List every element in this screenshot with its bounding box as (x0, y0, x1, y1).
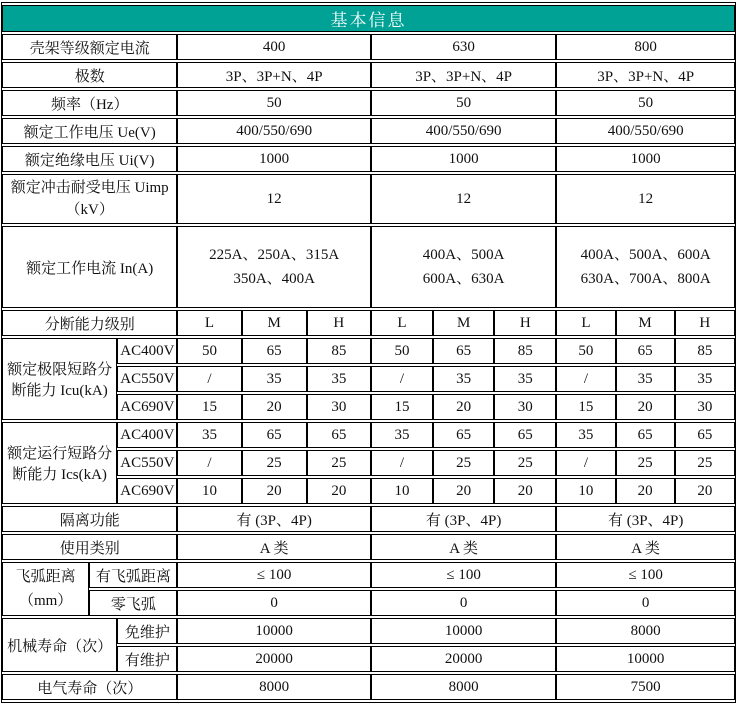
arc-distance-label-line2: （mm） (18, 593, 73, 609)
arc-sub-label: 有飞弧距离 (89, 562, 177, 588)
ics-value: 25 (675, 450, 735, 476)
icu-value: 20 (433, 394, 494, 420)
icu-value: 65 (433, 338, 494, 364)
ui-value: 1000 (556, 146, 735, 172)
arc-value: 0 (177, 590, 370, 616)
rated-current-value (556, 226, 735, 308)
ics-value: 10 (371, 478, 433, 504)
usage-category-value: A 类 (371, 534, 556, 560)
ics-value: 35 (556, 422, 615, 448)
breaking-class-value: M (433, 310, 494, 336)
icu-value: 30 (675, 394, 735, 420)
breaking-class-label: 分断能力级别 (2, 310, 177, 336)
poles-value: 3P、3P+N、4P (556, 62, 735, 88)
icu-sub-label: AC550V (117, 366, 177, 392)
mechanical-life-sub-label: 有维护 (117, 646, 177, 672)
mechanical-life-value: 10000 (371, 618, 556, 644)
mechanical-life-value: 8000 (556, 618, 735, 644)
isolation-value: 有 (3P、4P) (177, 506, 370, 532)
ui-value: 1000 (371, 146, 556, 172)
frequency-label: 频率（Hz） (2, 90, 177, 116)
ics-value: 65 (433, 422, 494, 448)
ics-value: 65 (307, 422, 371, 448)
icu-sub-label: AC400V (117, 338, 177, 364)
arc-value: 0 (556, 590, 735, 616)
icu-value: 35 (494, 366, 556, 392)
arc-value: 0 (371, 590, 556, 616)
breaking-class-value: M (616, 310, 675, 336)
ics-value: 20 (616, 478, 675, 504)
icu-value: 15 (177, 394, 241, 420)
frequency-value: 50 (371, 90, 556, 116)
ue-value: 400/550/690 (177, 118, 370, 144)
ics-value: 65 (675, 422, 735, 448)
rated-current-line: 600A、630A (422, 271, 505, 287)
arc-distance-label-line1: 飞弧距离 (15, 569, 76, 585)
breaking-class-value: L (177, 310, 241, 336)
ui-label: 额定绝缘电压 Ui(V) (2, 146, 177, 172)
rated-current-line: 630A、700A、800A (580, 271, 711, 287)
ics-value: 20 (307, 478, 371, 504)
arc-sub-label: 零飞弧 (89, 590, 177, 616)
frequency-value: 50 (556, 90, 735, 116)
icu-value: 50 (177, 338, 241, 364)
mechanical-life-value: 20000 (371, 646, 556, 672)
electrical-life-value: 8000 (177, 674, 370, 700)
ics-value: 10 (556, 478, 615, 504)
frame-current-value: 800 (556, 34, 735, 60)
frame-current-value: 630 (371, 34, 556, 60)
ics-value: 25 (242, 450, 307, 476)
icu-value: 85 (675, 338, 735, 364)
icu-value: 65 (616, 338, 675, 364)
icu-value: / (556, 366, 615, 392)
ue-label: 额定工作电压 Ue(V) (2, 118, 177, 144)
spec-table-frame (1, 2, 736, 703)
mechanical-life-label: 机械寿命（次） (2, 618, 117, 672)
ics-value: 10 (177, 478, 241, 504)
ics-label: 额定运行短路分断能力 Ics(kA) (2, 422, 117, 504)
isolation-label: 隔离功能 (2, 506, 177, 532)
icu-value: / (177, 366, 241, 392)
ics-value: / (371, 450, 433, 476)
ics-value: 25 (616, 450, 675, 476)
rated-current-line: 225A、250A、315A (209, 247, 340, 263)
arc-value: ≤ 100 (371, 562, 556, 588)
icu-value: 35 (616, 366, 675, 392)
ics-value: 20 (242, 478, 307, 504)
basic-info-table (2, 3, 735, 702)
ics-value: / (556, 450, 615, 476)
icu-value: 20 (242, 394, 307, 420)
icu-sub-label: AC690V (117, 394, 177, 420)
frame-current-value: 400 (177, 34, 370, 60)
uimp-value: 12 (556, 174, 735, 224)
rated-current-line: 350A、400A (233, 271, 315, 287)
uimp-label-line1: 额定冲击耐受电压 Uimp (10, 180, 169, 196)
ui-value: 1000 (177, 146, 370, 172)
table-title: 基本信息 (2, 5, 735, 32)
ics-sub-label: AC400V (117, 422, 177, 448)
icu-value: 15 (371, 394, 433, 420)
ics-value: 20 (494, 478, 556, 504)
mechanical-life-value: 10000 (177, 618, 370, 644)
icu-value: 35 (242, 366, 307, 392)
ics-value: 65 (494, 422, 556, 448)
breaking-class-value: L (371, 310, 433, 336)
usage-category-value: A 类 (556, 534, 735, 560)
arc-distance-label (2, 562, 89, 616)
poles-value: 3P、3P+N、4P (177, 62, 370, 88)
ics-value: 20 (433, 478, 494, 504)
ics-sub-label: AC550V (117, 450, 177, 476)
icu-value: 35 (675, 366, 735, 392)
icu-value: 15 (556, 394, 615, 420)
arc-value: ≤ 100 (177, 562, 370, 588)
breaking-class-value: L (556, 310, 615, 336)
mechanical-life-value: 10000 (556, 646, 735, 672)
ics-sub-label: AC690V (117, 478, 177, 504)
electrical-life-label: 电气寿命（次） (2, 674, 177, 700)
ue-value: 400/550/690 (556, 118, 735, 144)
icu-value: / (371, 366, 433, 392)
breaking-class-value: H (675, 310, 735, 336)
icu-value: 35 (307, 366, 371, 392)
arc-value: ≤ 100 (556, 562, 735, 588)
isolation-value: 有 (3P、4P) (556, 506, 735, 532)
uimp-label-line2: （kV） (65, 202, 114, 218)
uimp-value: 12 (371, 174, 556, 224)
rated-current-value (371, 226, 556, 308)
rated-current-line: 400A、500A (422, 247, 505, 263)
icu-value: 30 (494, 394, 556, 420)
icu-label: 额定极限短路分断能力 Icu(kA) (2, 338, 117, 420)
ue-value: 400/550/690 (371, 118, 556, 144)
rated-current-label: 额定工作电流 In(A) (2, 226, 177, 308)
icu-value: 65 (242, 338, 307, 364)
rated-current-value (177, 226, 370, 308)
breaking-class-value: H (307, 310, 371, 336)
electrical-life-value: 8000 (371, 674, 556, 700)
ics-value: 25 (494, 450, 556, 476)
usage-category-label: 使用类别 (2, 534, 177, 560)
ics-value: 25 (433, 450, 494, 476)
poles-label: 极数 (2, 62, 177, 88)
ics-value: 65 (242, 422, 307, 448)
mechanical-life-sub-label: 免维护 (117, 618, 177, 644)
usage-category-value: A 类 (177, 534, 370, 560)
frequency-value: 50 (177, 90, 370, 116)
ics-value: / (177, 450, 241, 476)
mechanical-life-value: 20000 (177, 646, 370, 672)
icu-value: 50 (556, 338, 615, 364)
isolation-value: 有 (3P、4P) (371, 506, 556, 532)
uimp-label (2, 174, 177, 224)
icu-value: 50 (371, 338, 433, 364)
breaking-class-value: H (494, 310, 556, 336)
icu-value: 85 (494, 338, 556, 364)
ics-value: 35 (177, 422, 241, 448)
icu-value: 30 (307, 394, 371, 420)
breaking-class-value: M (242, 310, 307, 336)
rated-current-line: 400A、500A、600A (580, 247, 711, 263)
ics-value: 35 (371, 422, 433, 448)
ics-value: 25 (307, 450, 371, 476)
icu-value: 35 (433, 366, 494, 392)
icu-value: 85 (307, 338, 371, 364)
icu-value: 20 (616, 394, 675, 420)
ics-value: 20 (675, 478, 735, 504)
ics-value: 65 (616, 422, 675, 448)
electrical-life-value: 7500 (556, 674, 735, 700)
frame-current-label: 壳架等级额定电流 (2, 34, 177, 60)
poles-value: 3P、3P+N、4P (371, 62, 556, 88)
uimp-value: 12 (177, 174, 370, 224)
